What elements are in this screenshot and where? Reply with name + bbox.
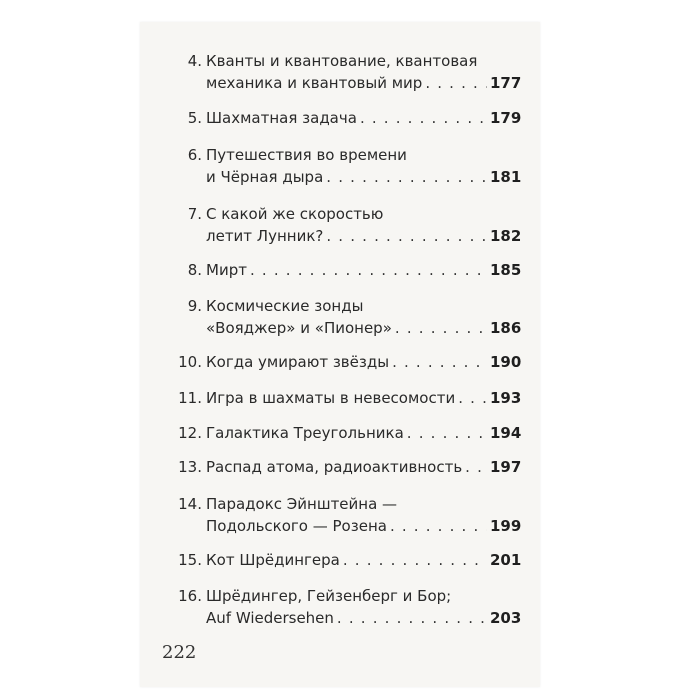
toc-entry-7 xyxy=(178,203,520,247)
entry-line xyxy=(178,317,520,339)
dot-leader xyxy=(395,317,487,339)
entry-page-number: 197 xyxy=(490,458,522,476)
entry-number: 15. xyxy=(178,551,202,569)
entry-number: 14. xyxy=(178,495,202,513)
dot-leader xyxy=(250,259,487,281)
entry-title-line-1: Когда умирают звёзды xyxy=(206,353,390,371)
entry-page-number: 186 xyxy=(490,319,522,337)
dot-leader xyxy=(392,351,487,373)
entry-line xyxy=(178,166,520,188)
entry-line xyxy=(178,107,520,129)
entry-title-line-1: Шахматная задача xyxy=(206,109,357,127)
entry-number: 8. xyxy=(187,261,202,279)
entry-line xyxy=(178,225,520,247)
entry-title-line-1: Парадокс Эйнштейна — xyxy=(206,495,398,513)
entry-number: 11. xyxy=(178,389,202,407)
entry-title-line-2: летит Лунник? xyxy=(206,227,324,245)
entry-line xyxy=(178,259,520,281)
entry-number: 5. xyxy=(187,109,202,127)
toc-entry-13 xyxy=(178,456,520,478)
entry-title-line-1: Игра в шахматы в невесомости xyxy=(206,389,456,407)
toc-entry-9 xyxy=(178,295,520,339)
entry-page-number: 194 xyxy=(490,424,522,442)
entry-line xyxy=(178,387,520,409)
entry-number: 7. xyxy=(187,205,202,223)
entry-page-number: 185 xyxy=(490,261,522,279)
entry-title-line-1: Кот Шрёдингера xyxy=(206,551,340,569)
entry-line xyxy=(178,456,520,478)
entry-line xyxy=(178,515,520,537)
entry-page-number: 203 xyxy=(490,609,522,627)
entry-title-line-1: Шрёдингер, Гейзенберг и Бор; xyxy=(206,587,452,605)
dot-leader xyxy=(390,515,487,537)
entry-page-number: 193 xyxy=(490,389,522,407)
page-number: 222 xyxy=(162,642,197,663)
toc-entry-6 xyxy=(178,144,520,188)
entry-line xyxy=(178,493,520,515)
toc-entry-5 xyxy=(178,107,520,129)
entry-number: 6. xyxy=(187,146,202,164)
dot-leader xyxy=(407,422,487,444)
entry-number: 16. xyxy=(178,587,202,605)
entry-page-number: 177 xyxy=(490,74,522,92)
entry-number: 10. xyxy=(178,353,202,371)
entry-title-line-2: Подольского — Розена xyxy=(206,517,387,535)
toc-entry-4 xyxy=(178,50,520,94)
dot-leader xyxy=(343,549,487,571)
toc-entry-14 xyxy=(178,493,520,537)
entry-page-number: 190 xyxy=(490,353,522,371)
entry-number: 12. xyxy=(178,424,202,442)
entry-title-line-1: Космические зонды xyxy=(206,297,364,315)
entry-title-line-2: механика и квантовый мир xyxy=(206,74,423,92)
entry-line xyxy=(178,203,520,225)
entry-title-line-1: С какой же скоростью xyxy=(206,205,384,223)
entry-title-line-1: Мирт xyxy=(206,261,247,279)
entry-title-line-2: «Вояджер» и «Пионер» xyxy=(206,319,392,337)
entry-title-line-2: и Чёрная дыра xyxy=(206,168,324,186)
dot-leader xyxy=(337,607,487,629)
entry-title-line-1: Кванты и квантование, квантовая xyxy=(206,52,478,70)
entry-page-number: 179 xyxy=(490,109,522,127)
entry-line xyxy=(178,72,520,94)
entry-line xyxy=(178,144,520,166)
entry-title-line-1: Распад атома, радиоактивность xyxy=(206,458,463,476)
entry-number: 9. xyxy=(187,297,202,315)
toc-entry-8 xyxy=(178,259,520,281)
dot-leader xyxy=(425,72,487,94)
entry-number: 4. xyxy=(187,52,202,70)
dot-leader xyxy=(326,166,487,188)
entry-line xyxy=(178,422,520,444)
entry-page-number: 199 xyxy=(490,517,522,535)
toc-entry-11 xyxy=(178,387,520,409)
entry-line xyxy=(178,295,520,317)
dot-leader xyxy=(458,387,487,409)
entry-title-line-2: Auf Wiedersehen xyxy=(206,609,334,627)
toc-entry-16 xyxy=(178,585,520,629)
entry-line xyxy=(178,549,520,571)
entry-line xyxy=(178,585,520,607)
dot-leader xyxy=(360,107,487,129)
dot-leader xyxy=(465,456,487,478)
entry-title-line-1: Галактика Треугольника xyxy=(206,424,404,442)
entry-number: 13. xyxy=(178,458,202,476)
entry-title-line-1: Путешествия во времени xyxy=(206,146,407,164)
entry-line xyxy=(178,50,520,72)
toc-entry-15 xyxy=(178,549,520,571)
dot-leader xyxy=(326,225,487,247)
entry-line xyxy=(178,351,520,373)
entry-page-number: 182 xyxy=(490,227,522,245)
toc-entry-10 xyxy=(178,351,520,373)
entry-page-number: 201 xyxy=(490,551,522,569)
entry-page-number: 181 xyxy=(490,168,522,186)
toc-entry-12 xyxy=(178,422,520,444)
entry-line xyxy=(178,607,520,629)
